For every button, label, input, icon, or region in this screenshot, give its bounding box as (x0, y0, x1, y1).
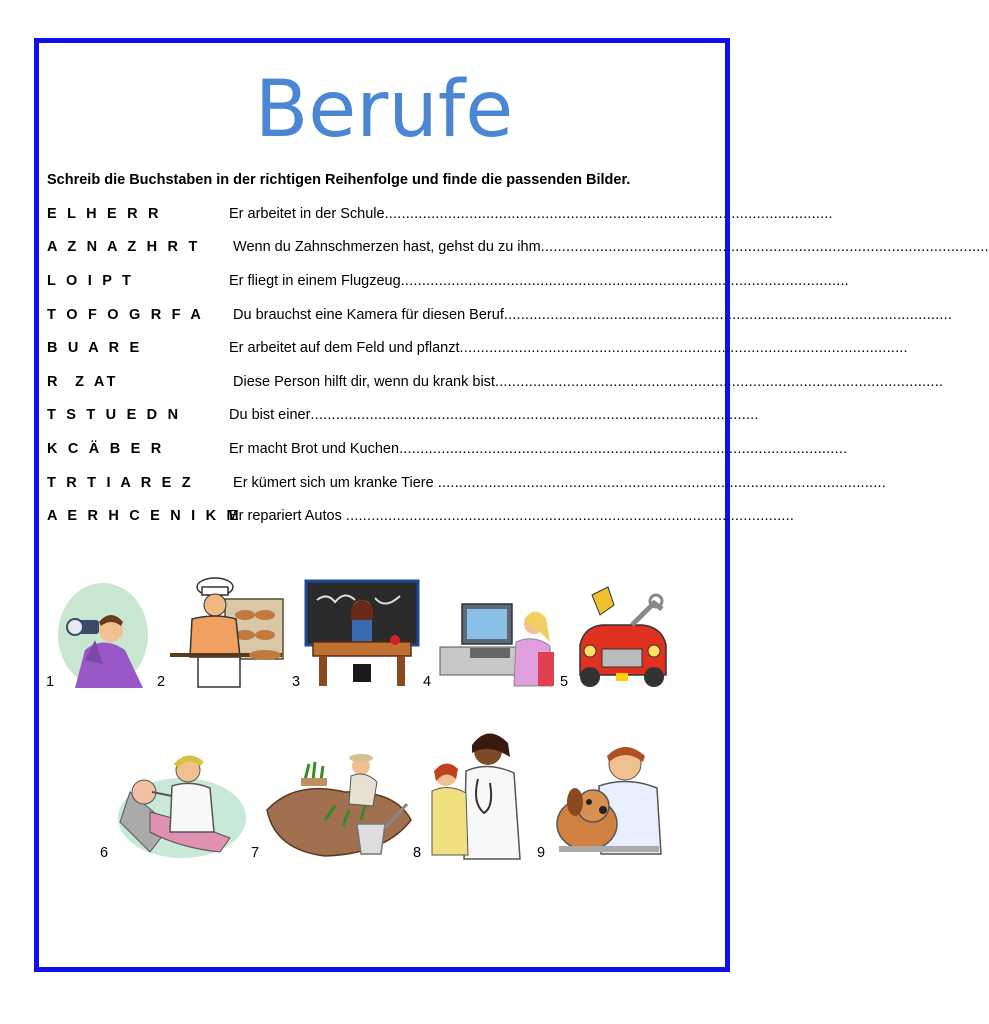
scrambled-word: R Z AT (47, 374, 119, 390)
scrambled-word: T S T U E D N (47, 407, 182, 423)
hint-text: Er kümert sich um kranke Tiere .......................................................................................................... (229, 475, 886, 491)
computer-worker-icon (440, 602, 556, 688)
scrambled-word: A E R H C E N I K M (47, 508, 242, 524)
exercise-row (47, 441, 848, 465)
photographer-icon (55, 580, 150, 688)
exercise-row (47, 374, 944, 398)
answer-line[interactable]: .......................................................................................................... (459, 340, 908, 356)
answer-line[interactable]: .......................................................................................................... (503, 307, 953, 323)
scrambled-word: L O I P T (47, 273, 135, 289)
scrambled-word: T R T I A R E Z (47, 475, 194, 491)
picture-number: 7 (251, 845, 260, 861)
answer-line[interactable]: .......................................................................................................... (384, 206, 833, 222)
answer-line[interactable]: .......................................................................................................... (345, 508, 795, 524)
picture-number: 8 (413, 845, 422, 861)
exercise-row (47, 407, 759, 431)
answer-line[interactable]: .......................................................................................................... (399, 441, 848, 457)
hint-text: Er macht Brot und Kuchen.......................................................................................................... (229, 441, 848, 457)
baker-icon (170, 577, 285, 689)
hint-text: Er repariert Autos .......................................................................................................... (229, 508, 795, 524)
hint-text: Er arbeitet auf dem Feld und pflanzt.......................................................................................................... (229, 340, 908, 356)
scrambled-word: B U A R E (47, 340, 143, 356)
scrambled-word: E L H E R R (47, 206, 162, 222)
answer-line[interactable]: .......................................................................................................... (310, 407, 759, 423)
picture-number: 5 (560, 674, 569, 690)
exercise-row (47, 475, 886, 499)
answer-line[interactable]: .......................................................................................................... (400, 273, 849, 289)
picture-number: 6 (100, 845, 109, 861)
exercise-row (47, 206, 833, 230)
teacher-icon (305, 580, 419, 688)
hint-text: Du bist einer.......................................................................................................... (229, 407, 759, 423)
hint-text: Du brauchst eine Kamera für diesen Beruf.......................................................................................................... (229, 307, 953, 323)
farmer-icon (265, 750, 413, 859)
scrambled-word: A Z N A Z H R T (47, 239, 201, 255)
picture-number: 1 (46, 674, 55, 690)
picture-number: 9 (537, 845, 546, 861)
hint-text: Diese Person hilft dir, wenn du krank bist.......................................................................................................... (229, 374, 944, 390)
vet-icon (553, 740, 665, 858)
mechanic-icon (572, 585, 670, 688)
dentist-icon (110, 752, 250, 859)
hint-text: Er arbeitet in der Schule.......................................................................................................... (229, 206, 833, 222)
instruction-text: Schreib die Buchstaben in der richtigen Reihenfolge und finde die passenden Bilder. (47, 172, 631, 188)
picture-number: 2 (157, 674, 166, 690)
exercise-row (47, 508, 795, 532)
hint-text: Wenn du Zahnschmerzen hast, gehst du zu ihm.......................................................................................................... (229, 239, 989, 255)
doctor-icon (428, 723, 524, 861)
picture-number: 3 (292, 674, 301, 690)
answer-line[interactable]: .......................................................................................................... (540, 239, 989, 255)
exercise-row (47, 273, 849, 297)
page-title: Berufe (254, 65, 514, 155)
hint-text: Er fliegt in einem Flugzeug.......................................................................................................... (229, 273, 849, 289)
answer-line[interactable]: .......................................................................................................... (437, 475, 886, 491)
answer-line[interactable]: .......................................................................................................... (494, 374, 944, 390)
exercise-row (47, 307, 953, 331)
scrambled-word: K C Ä B E R (47, 441, 165, 457)
exercise-row (47, 340, 908, 364)
picture-number: 4 (423, 674, 432, 690)
exercise-row (47, 239, 989, 263)
scrambled-word: T O F O G R F A (47, 307, 205, 323)
